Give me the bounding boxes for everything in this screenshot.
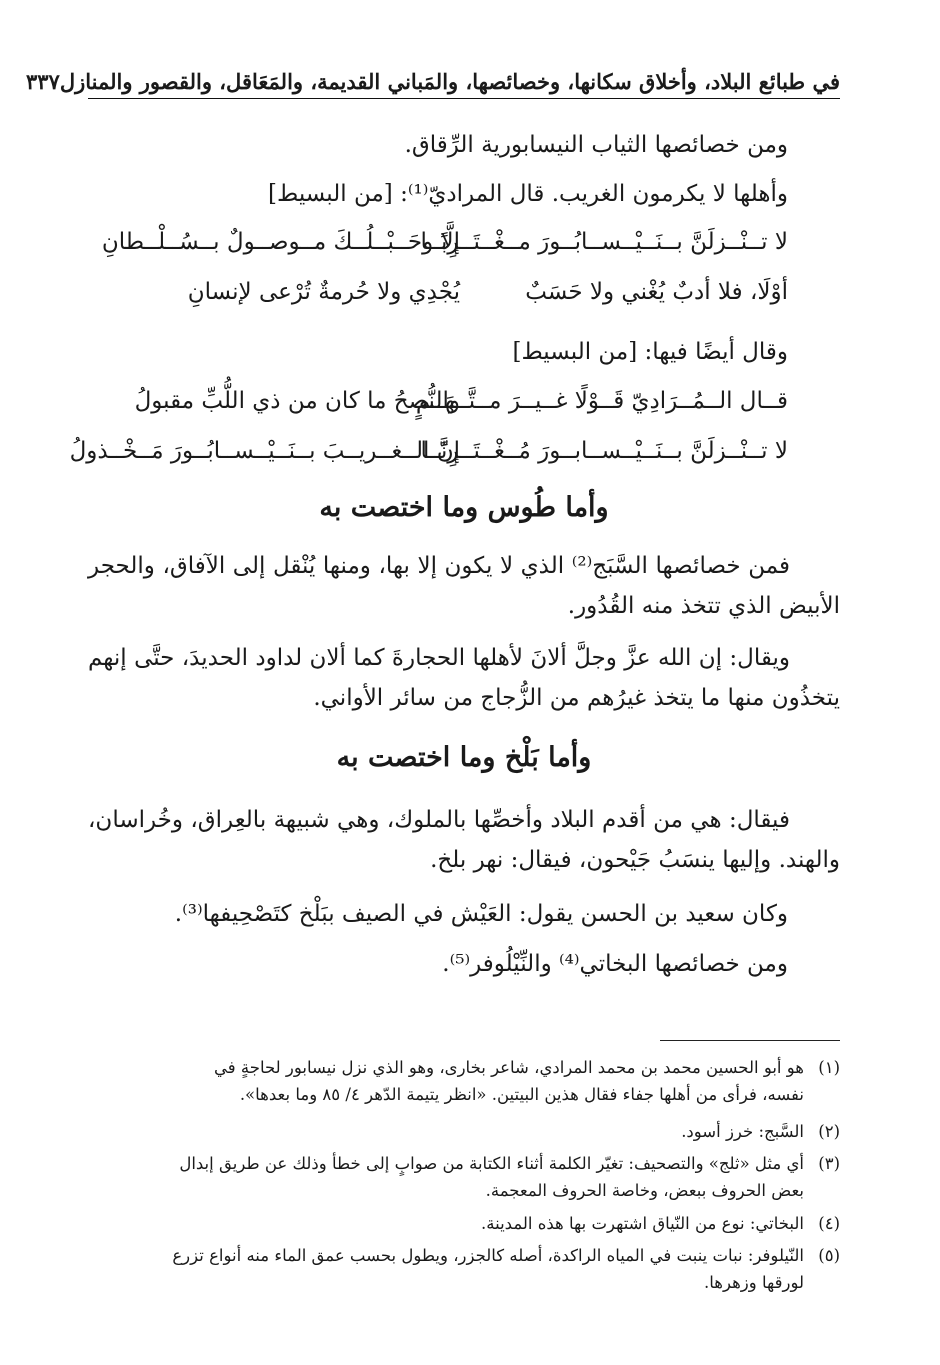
verse-hemistich-first: لا تــنْــزلَنَّ بــنَــيْــســابُــورَ مــغْــتَــرِبًــا (420, 229, 788, 255)
paragraph: فمن خصائصها السَّبَج⁽²⁾ الذي لا يكون إلا بها، ومنها يُنْقل إلى الآفاق، والحجر الأبيض الذي تتخذ منه القُدُور. (88, 553, 840, 619)
verse-hemistich-second: يُجْدِي ولا حُرمةٌ تُرْعى لإنسانِ (187, 279, 460, 305)
footnote-number: (٥) (818, 1246, 840, 1265)
footnote-text: نفسه، فرأى من أهلها جفاء فقال هذين البيتين. «انظر يتيمة الدّهر ٤/ ٨٥ وما بعدها». (239, 1085, 804, 1104)
verse-hemistich-first: قــال الــمُــرَادِيّ قَــوْلًا غــيــرَ مــتَّــهَــمٍ (415, 388, 788, 414)
footnote-number: (٢) (818, 1122, 840, 1141)
footnote (88, 1150, 840, 1204)
verse-hemistich-first: أوْلَا، فلا أدبٌ يُغْني ولا حَسَبٌ (525, 279, 788, 305)
footnote (88, 1210, 840, 1237)
page-number: ٣٣٧ (25, 69, 60, 94)
footnote-text: السَّبج: خرز أسود. (681, 1122, 804, 1141)
text-line: ومن خصائصها البخاتي⁽⁴⁾ والنِّيْلُوفر⁽⁵⁾. (442, 951, 788, 977)
paragraph: ويقال: إن الله عزَّ وجلَّ ألانَ لأهلها الحجارةَ كما ألان لداود الحديدَ، حتَّى إنهم يتخذُون منها ما يتخذ غيرُهم من الزُّجاج من سائر الأواني. (88, 645, 840, 711)
footnote (88, 1118, 840, 1145)
footnote-text: بعض الحروف ببعض، وخاصة الحروف المعجمة. (485, 1181, 804, 1200)
footnote (88, 1242, 840, 1296)
footnote (88, 1054, 840, 1108)
verse-hemistich-second: إلَّا وحَــبْــلُــكَ مــوصــولٌ بــسُــلْــطانِ (101, 229, 460, 255)
footnote-text: هو أبو الحسين محمد بن محمد المرادي، شاعر بخارى، وهو الذي نزل نيسابور لحاجةٍ في (214, 1058, 804, 1077)
footnote-text: لورقها وزهرها. (704, 1273, 804, 1292)
footnote-text: البخاتي: نوع من النّياق اشتهرت بها هذه المدينة. (481, 1214, 804, 1233)
text-line: وأهلها لا يكرمون الغريب. قال المراديّ⁽¹⁾: [من البسيط] (268, 181, 788, 207)
verse-hemistich-second: إنَّ الــغــريــبَ بــنَــيْــســابُــورَ مَــخْــذولُ (69, 438, 460, 464)
footnote-number: (٣) (818, 1154, 840, 1173)
text-line: ومن خصائصها الثياب النيسابورية الرِّقاق. (404, 132, 788, 158)
verse-hemistich-second: والنُّصحُ ما كان من ذي اللُّبِّ مقبولُ (134, 388, 460, 414)
section-heading: وأما طُوس وما اختصت به (319, 492, 609, 523)
verse-hemistich-first: لا تــنْــزلَنَّ بــنَــيْــســابــورَ مُــغْــتَــرِبًــا (420, 438, 788, 464)
text-line: وكان سعيد بن الحسن يقول: العَيْش في الصيف ببَلْخ كتَصْحِيفها⁽³⁾. (174, 901, 788, 927)
running-title: في طبائع البلاد، وأخلاق سكانها، وخصائصها، والمَباني القديمة، والمَعَاقل، والقصور والمنازل (59, 69, 840, 94)
footnote-divider (660, 1040, 840, 1041)
footnote-text: النّيلوفر: نبات ينبت في المياه الراكدة، أصله كالجزر، ويطول بحسب عمق الماء منه أنواع تزرع (172, 1246, 804, 1265)
section-heading: وأما بَلْخ وما اختصت به (336, 742, 592, 773)
text-line: وقال أيضًا فيها: [من البسيط] (512, 339, 788, 365)
footnote-number: (٤) (818, 1214, 840, 1233)
running-header (25, 58, 840, 99)
footnote-text: أي مثل «ثلج» والتصحيف: تغيّر الكلمة أثناء الكتابة من صوابٍ إلى خطأ وذلك عن طريق إبدال (179, 1154, 804, 1173)
footnote-number: (١) (818, 1058, 840, 1077)
paragraph: فيقال: هي من أقدم البلاد وأخصِّها بالملوك، وهي شبيهة بالعِراق، وخُراسان، والهند. وإليها ينسَبُ جَيْحون، فيقال: نهر بلخ. (88, 807, 840, 873)
